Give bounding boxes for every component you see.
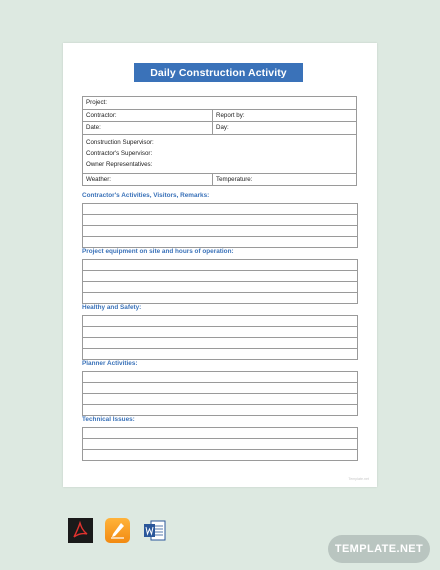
info-row-weather — [83, 174, 356, 187]
info-table — [82, 96, 357, 186]
form-line — [83, 293, 357, 304]
section-lines-technical[interactable] — [82, 427, 358, 461]
form-line — [83, 394, 357, 405]
weather-field[interactable]: Weather: — [83, 174, 213, 186]
section-title-activities: Contractor's Activities, Visitors, Remarks: — [82, 192, 210, 199]
form-line — [83, 260, 357, 271]
construction-supervisor-field[interactable]: Construction Supervisor: — [86, 138, 154, 146]
form-line — [83, 271, 357, 282]
form-line — [83, 204, 357, 215]
form-line — [83, 349, 357, 360]
section-title-technical: Technical Issues: — [82, 416, 135, 423]
contractors-supervisor-field[interactable]: Contractor's Supervisor: — [86, 149, 153, 157]
section-title-planner: Planner Activities: — [82, 360, 138, 367]
report-by-field[interactable]: Report by: — [216, 111, 245, 119]
info-row-project — [83, 97, 356, 110]
format-icons — [68, 518, 167, 543]
word-icon[interactable] — [142, 518, 167, 543]
section-title-equipment: Project equipment on site and hours of operation: — [82, 248, 234, 255]
form-line — [83, 428, 357, 439]
section-lines-equipment[interactable] — [82, 259, 358, 304]
form-line — [83, 405, 357, 416]
info-row-contractor — [83, 110, 356, 123]
form-line — [83, 338, 357, 349]
form-line — [83, 383, 357, 394]
form-line — [83, 226, 357, 237]
form-line — [83, 215, 357, 226]
document-title: Daily Construction Activity — [134, 63, 303, 82]
section-lines-activities[interactable] — [82, 203, 358, 248]
form-line — [83, 439, 357, 450]
form-line — [83, 327, 357, 338]
project-field[interactable]: Project: — [86, 99, 107, 107]
section-lines-planner[interactable] — [82, 371, 358, 416]
form-line — [83, 282, 357, 293]
template-net-button[interactable]: TEMPLATE.NET — [328, 535, 430, 563]
footer-watermark: Template.net — [348, 477, 369, 481]
pages-icon[interactable] — [105, 518, 130, 543]
date-field[interactable]: Date: — [83, 122, 213, 134]
form-line — [83, 372, 357, 383]
form-line — [83, 237, 357, 248]
day-field[interactable]: Day: — [216, 124, 229, 132]
form-line — [83, 450, 357, 461]
temperature-field[interactable]: Temperature: — [216, 175, 253, 183]
form-line — [83, 316, 357, 327]
pdf-icon[interactable] — [68, 518, 93, 543]
contractor-field[interactable]: Contractor: — [83, 110, 213, 122]
section-title-safety: Healthy and Safety: — [82, 304, 142, 311]
owner-representatives-field[interactable]: Owner Representatives: — [86, 160, 153, 168]
info-row-date — [83, 122, 356, 135]
document-page — [63, 43, 377, 487]
info-row-supervisors — [83, 135, 356, 174]
section-lines-safety[interactable] — [82, 315, 358, 360]
